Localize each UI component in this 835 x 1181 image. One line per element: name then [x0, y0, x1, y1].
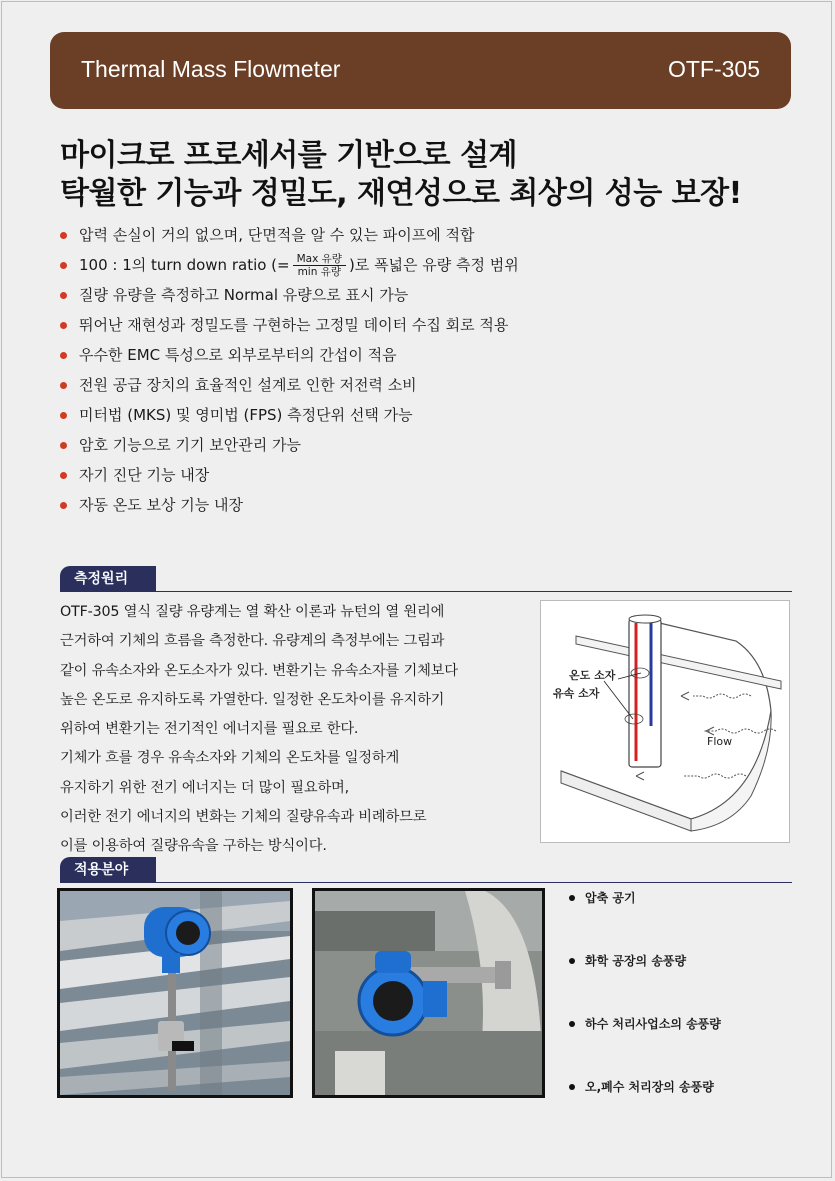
bullet-dot	[60, 322, 67, 329]
bullet-dot	[60, 292, 67, 299]
fraction-denominator: min 유량	[297, 266, 341, 278]
installation-photo-1-image	[60, 891, 290, 1095]
turndown-fraction	[293, 253, 346, 278]
bullet-dot	[60, 502, 67, 509]
principle-line: OTF-305 열식 질량 유량계는 열 확산 이론과 뉴턴의 열 원리에	[60, 604, 445, 620]
section-tag-applications: 적용분야	[60, 857, 156, 883]
principle-line: 위하여 변환기는 전기적인 에너지를 필요로 한다.	[60, 721, 359, 738]
feature-list	[60, 220, 780, 520]
bullet-dot	[60, 232, 67, 239]
bullet-dot	[60, 472, 67, 479]
bullet-dot	[60, 262, 67, 269]
application-item: 압축 공기	[567, 890, 797, 953]
principle-description	[60, 598, 535, 862]
turndown-suffix: )로 폭넓은 유량 측정 범위	[348, 256, 519, 274]
velocity-element-label: 유속 소자	[553, 687, 600, 700]
feature-item	[60, 250, 780, 280]
principle-line: 유지하기 위한 전기 에너지는 더 많이 필요하며,	[60, 779, 350, 796]
temp-element-label: 온도 소자	[569, 669, 616, 682]
feature-item: 미터법 (MKS) 및 영미법 (FPS) 측정단위 선택 가능	[60, 400, 780, 430]
principle-line: 이러한 전기 에너지의 변화는 기체의 질량유속과 비례하므로	[60, 809, 427, 826]
feature-item: 뛰어난 재현성과 정밀도를 구현하는 고정밀 데이터 수집 회로 적용	[60, 310, 780, 340]
product-title: Thermal Mass Flowmeter	[81, 56, 341, 82]
feature-item: 질량 유량을 측정하고 Normal 유량으로 표시 가능	[60, 280, 780, 310]
bullet-dot	[60, 382, 67, 389]
bullet-dot	[569, 1021, 575, 1027]
headline	[60, 137, 800, 213]
installation-photo-1	[57, 888, 293, 1098]
bullet-dot	[569, 895, 575, 901]
section-tag-principle: 측정원리	[60, 566, 156, 592]
section-rule	[156, 882, 792, 883]
principle-line: 기체가 흐를 경우 유속소자와 기체의 온도차를 일정하게	[60, 750, 400, 767]
application-item: 화학 공장의 송풍량	[567, 953, 797, 1016]
section-rule	[156, 591, 792, 592]
feature-item: 자동 온도 보상 기능 내장	[60, 490, 780, 520]
sensor-diagram	[540, 600, 790, 843]
principle-line: 높은 온도로 유지하도록 가열한다. 일정한 온도차이를 유지하기	[60, 691, 445, 708]
headline-line-1: 마이크로 프로세서를 기반으로 설계	[60, 138, 518, 173]
principle-line: 이를 이용하여 질량유속을 구하는 방식이다.	[60, 838, 327, 855]
application-item: 오,폐수 처리장의 송풍량	[567, 1079, 797, 1142]
feature-item: 압력 손실이 거의 없으며, 단면적을 알 수 있는 파이프에 적합	[60, 220, 780, 250]
feature-item: 전원 공급 장치의 효율적인 설계로 인한 저전력 소비	[60, 370, 780, 400]
fraction-numerator: Max 유량	[293, 253, 346, 266]
title-banner	[50, 32, 791, 109]
flow-label: Flow	[707, 735, 733, 748]
feature-item: 자기 진단 기능 내장	[60, 460, 780, 490]
application-item: 하수 처리사업소의 송풍량	[567, 1016, 797, 1079]
bullet-dot	[60, 412, 67, 419]
headline-line-2: 탁월한 기능과 정밀도, 재연성으로 최상의 성능 보장!	[60, 176, 742, 211]
installation-photo-2-image	[315, 891, 542, 1095]
principle-line: 같이 유속소자와 온도소자가 있다. 변환기는 유속소자를 기체보다	[60, 662, 458, 679]
application-list	[567, 890, 797, 1142]
sensor-diagram-svg	[541, 601, 789, 842]
installation-photo-2	[312, 888, 545, 1098]
bullet-dot	[569, 958, 575, 964]
bullet-dot	[60, 352, 67, 359]
turndown-prefix: 100 : 1의 turn down ratio (=	[79, 256, 290, 274]
bullet-dot	[60, 442, 67, 449]
model-number: OTF-305	[667, 56, 760, 82]
feature-item: 암호 기능으로 기기 보안관리 가능	[60, 430, 780, 460]
principle-line: 근거하여 기체의 흐름을 측정한다. 유량계의 측정부에는 그림과	[60, 633, 445, 650]
bullet-dot	[569, 1084, 575, 1090]
feature-item: 우수한 EMC 특성으로 외부로부터의 간섭이 적음	[60, 340, 780, 370]
